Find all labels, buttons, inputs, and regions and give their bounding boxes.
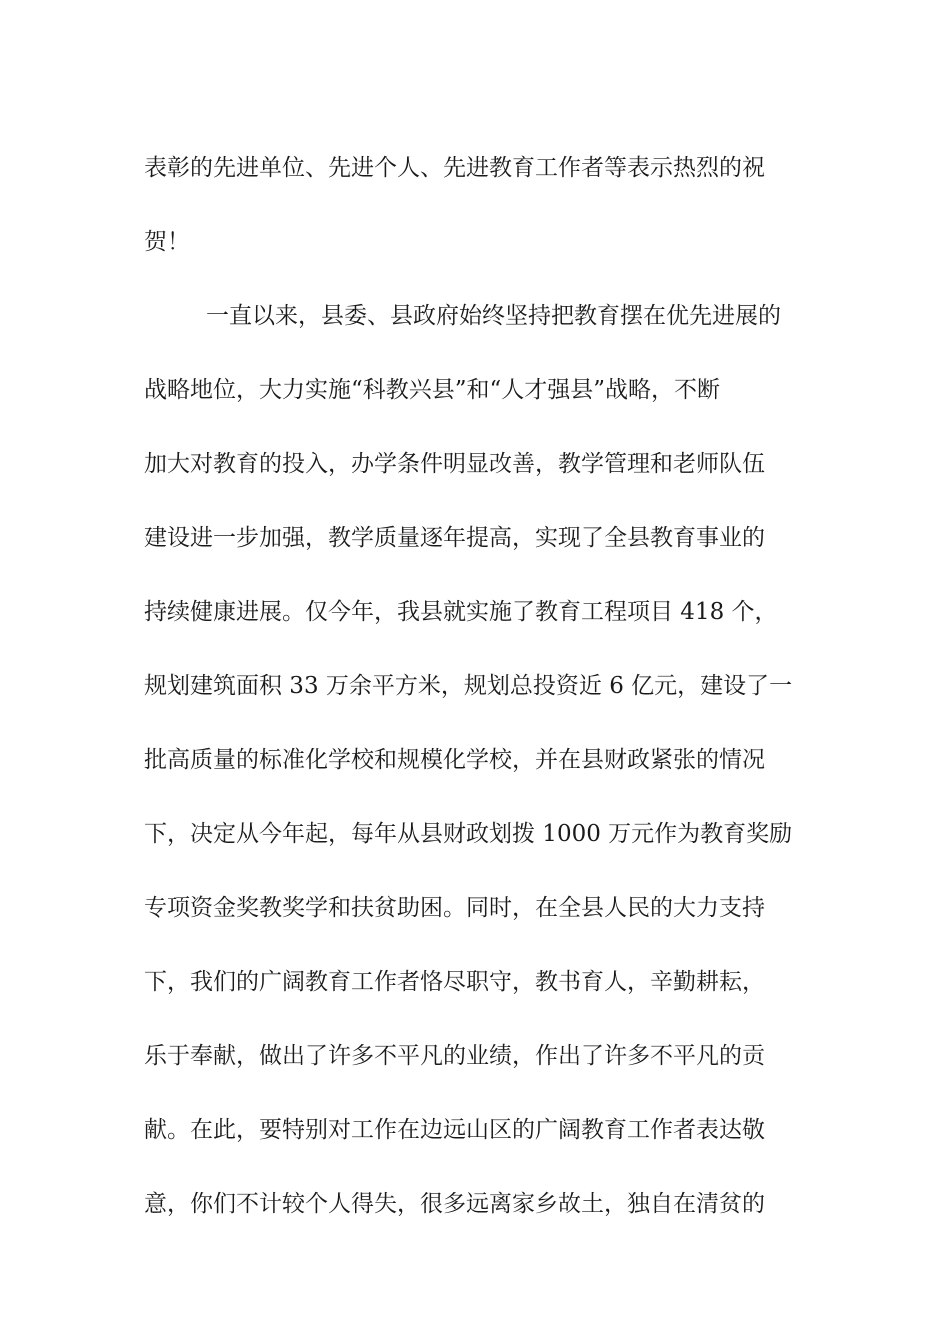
text-line: 加大对教育的投入，办学条件明显改善，教学管理和老师队伍 [144,451,765,477]
text-line: 意，你们不计较个人得失，很多远离家乡故土，独自在清贫的 [144,1191,765,1217]
text-line: 表彰的先进单位、先进个人、先进教育工作者等表示热烈的祝 [144,155,765,181]
text-line: 献。在此，要特别对工作在边远山区的广阔教育工作者表达敬 [144,1117,765,1143]
text-line: 规划建筑面积 33 万余平方米，规划总投资近 6 亿元，建设了一 [144,673,793,699]
text-line: 批高质量的标准化学校和规模化学校，并在县财政紧张的情况 [144,747,765,773]
text-line: 战略地位，大力实施“科教兴县”和“人才强县”战略，不断 [144,377,721,403]
paragraph-first-line: 一直以来，县委、县政府始终坚持把教育摆在优先进展的 [206,303,781,329]
text-line: 专项资金奖教奖学和扶贫助困。同时，在全县人民的大力支持 [144,895,765,921]
text-line: 下，我们的广阔教育工作者恪尽职守，教书育人，辛勤耕耘， [144,969,765,995]
text-line: 持续健康进展。仅今年，我县就实施了教育工程项目 418 个， [144,599,778,625]
text-line: 建设进一步加强，教学质量逐年提高，实现了全县教育事业的 [144,525,765,551]
body-text [144,131,824,1241]
text-line: 下，决定从今年起，每年从县财政划拨 1000 万元作为教育奖励 [144,821,793,847]
text-line: 贺！ [144,229,190,255]
text-line: 乐于奉献，做出了许多不平凡的业绩，作出了许多不平凡的贡 [144,1043,765,1069]
